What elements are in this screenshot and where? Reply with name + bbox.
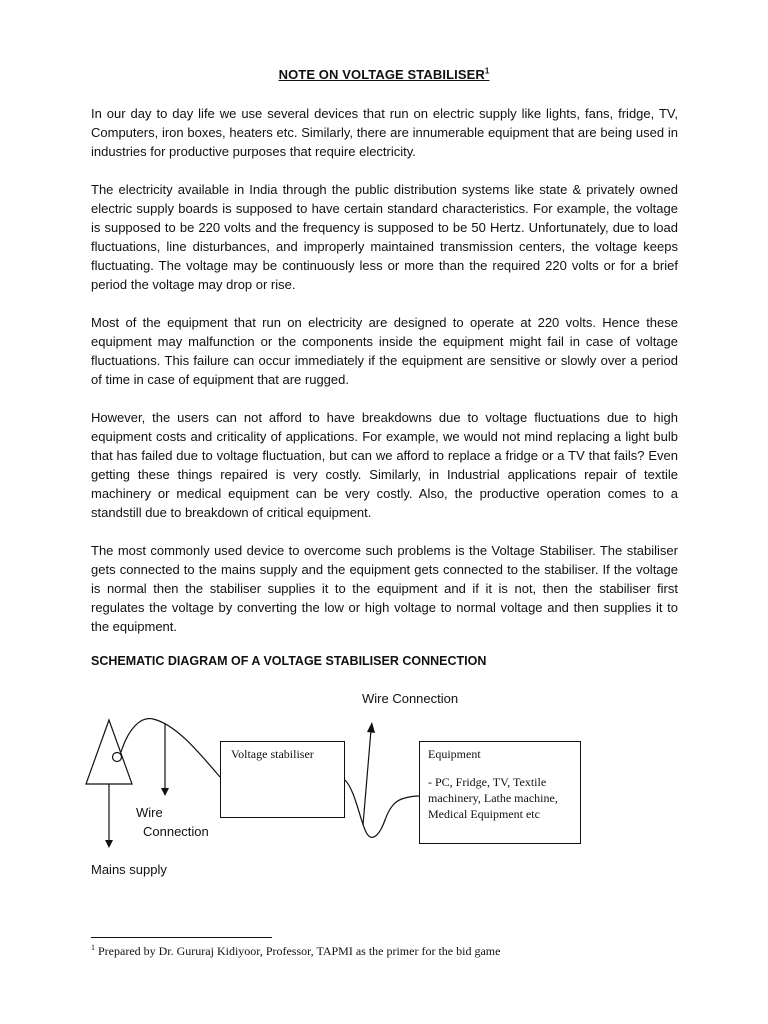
wire-arrow-head: [161, 788, 169, 796]
footnote: [91, 944, 500, 959]
wire-connection-left-label-line2: Connection: [143, 824, 209, 839]
footnote-marker: 1: [91, 943, 95, 952]
paragraph-2: The electricity available in India through the public distribution systems like state & privately owned electric supply boards is supposed to have certain standard characteristics. For example, the voltage is supposed to be 220 volts and the frequency is supposed to be 50 Hertz. Unfortunately, due to load fluctuations, line disturbances, and improperly maintained transmission centers, the voltage keeps fluctuating. The voltage may be continuously less or more than the required 220 volts or for a brief period the voltage may drop or rise.: [91, 182, 678, 292]
equipment-box: [419, 741, 581, 844]
wire-up-arrow-line: [363, 730, 371, 825]
equipment-title: Equipment: [428, 747, 481, 761]
output-wire: [345, 780, 419, 837]
footnote-divider: [91, 937, 272, 938]
wire-connection-top-label: Wire Connection: [362, 691, 459, 706]
paragraph-1: In our day to day life we use several devices that run on electric supply like lights, fans, fridge, TV, Computers, iron boxes, heaters etc. Similarly, there are innumerable equipment that are being used in industries for productive purposes that require electricity.: [91, 106, 678, 159]
paragraph-5: The most commonly used device to overcome such problems is the Voltage Stabiliser. The stabiliser gets connected to the mains supply and the equipment gets connected to the stabiliser. If the voltage is normal then the stabiliser supplies it to the equipment and if it is not, then the stabiliser first regulates the voltage by converting the low or high voltage to normal voltage and then supplies it to the equipment.: [91, 543, 678, 634]
wire-connection-left-label-line1: Wire: [136, 805, 163, 820]
input-wire: [121, 719, 220, 777]
voltage-stabiliser-label: Voltage stabiliser: [231, 747, 314, 761]
mains-arrow-head: [105, 840, 113, 848]
document-title: [0, 67, 768, 82]
paragraph-3: Most of the equipment that run on electricity are designed to operate at 220 volts. Hence these equipment may malfunction or the components inside the equipment might fail in case of voltage fluctuations. This failure can occur immediately if the equipment are sensitive or slowly over a period of time in case of equipment that are rugged.: [91, 315, 678, 387]
title-footnote-marker: 1: [484, 66, 490, 76]
equipment-description: - PC, Fridge, TV, Textile machinery, Lathe machine, Medical Equipment etc: [428, 775, 558, 821]
diagram-heading: SCHEMATIC DIAGRAM OF A VOLTAGE STABILISER CONNECTION: [91, 654, 487, 668]
mains-supply-label: Mains supply: [91, 862, 167, 877]
socket-circle: [113, 753, 122, 762]
wire-up-arrow-head: [367, 722, 375, 733]
paragraph-4: However, the users can not afford to have breakdowns due to voltage fluctuations due to high equipment costs and criticality of applications. For example, we would not mind replacing a light bulb that has failed due to voltage fluctuation, but can we afford to replace a fridge or a TV that fails? Even getting these things repaired is very costly. Similarly, in Industrial applications repair of textile machinery or medical equipment can be very costly. Also, the productive operation comes to a standstill due to breakdown of critical equipment.: [91, 410, 678, 520]
footnote-text: Prepared by Dr. Gururaj Kidiyoor, Professor, TAPMI as the primer for the bid game: [95, 944, 501, 958]
title-text: NOTE ON VOLTAGE STABILISER: [278, 67, 485, 82]
voltage-stabiliser-box: [220, 741, 345, 818]
mains-supply-symbol: [86, 720, 132, 784]
